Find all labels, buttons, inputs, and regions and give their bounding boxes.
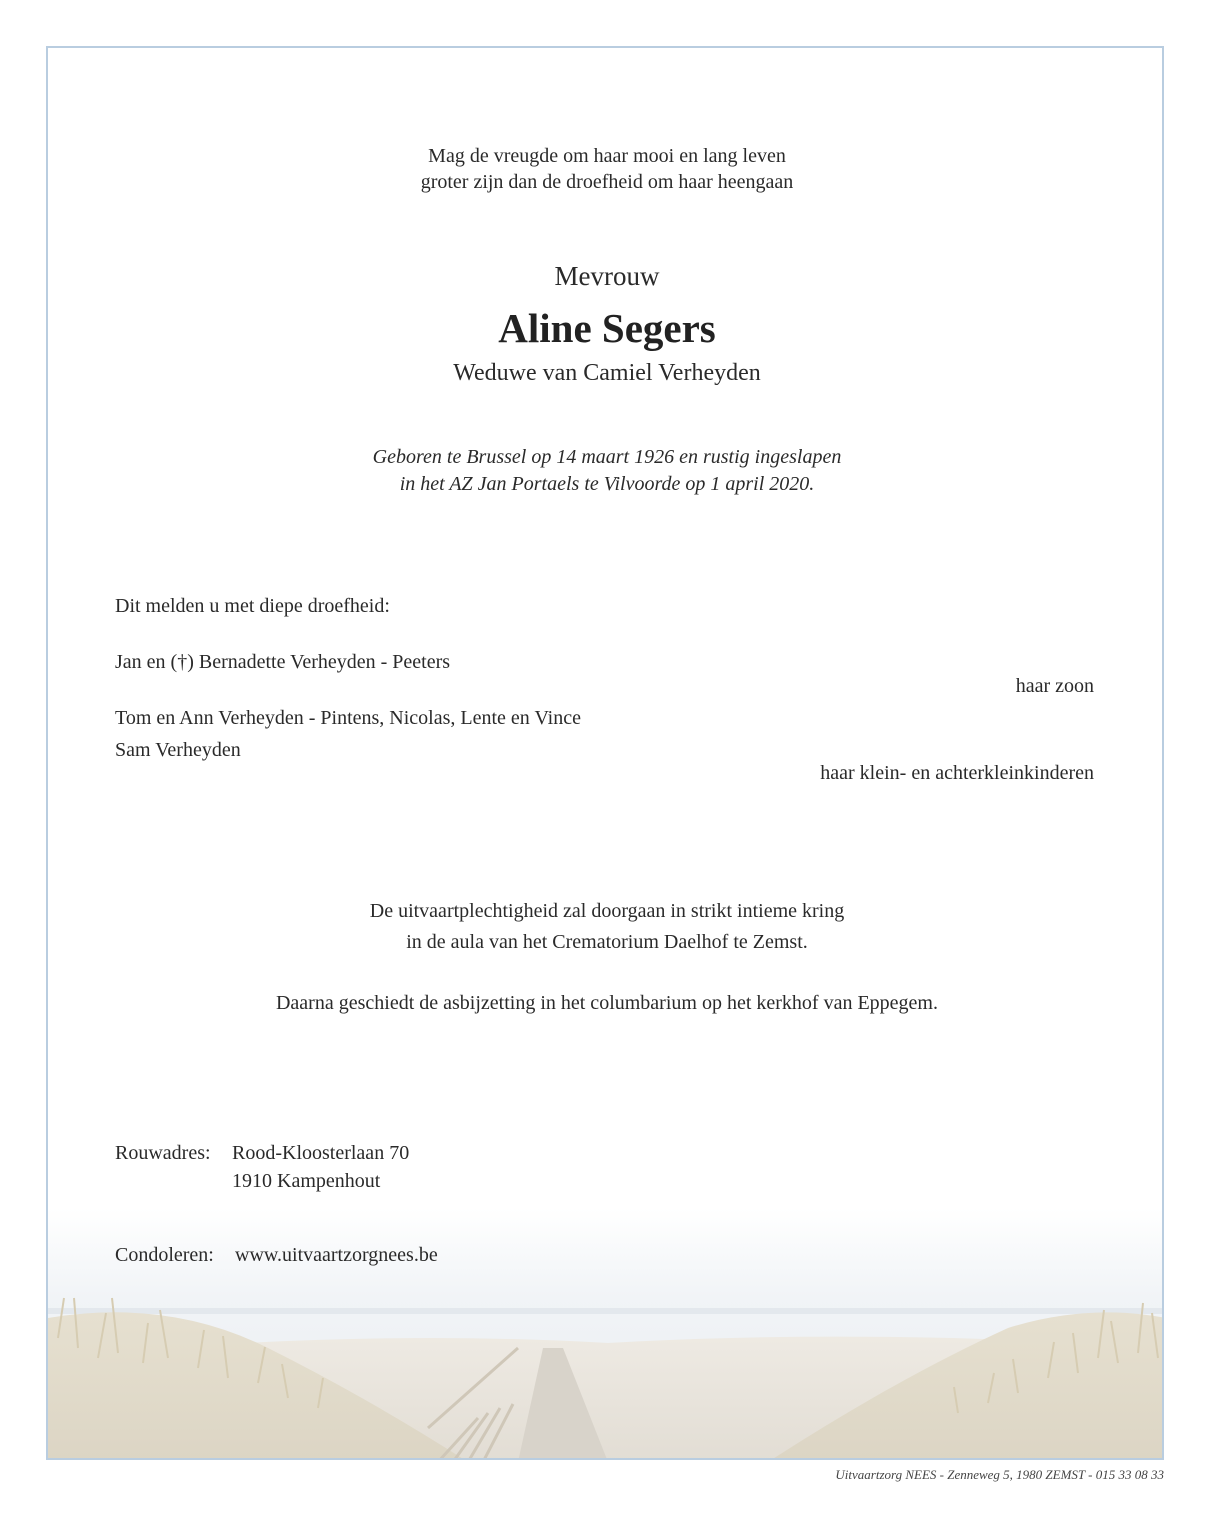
motto-line-2: groter zijn dan de droefheid om haar heengaan bbox=[420, 171, 794, 193]
family-role: haar zoon bbox=[1015, 675, 1094, 697]
condolence-label: Condoleren: bbox=[115, 1244, 214, 1266]
beach-dunes-image bbox=[48, 1208, 1164, 1460]
birth-death-line-2: in het AZ Jan Portaels te Vilvoorde op 1 april 2020. bbox=[399, 473, 815, 495]
family-name: Tom en Ann Verheyden - Pintens, Nicolas, Lente en Vince bbox=[115, 707, 581, 729]
address-label: Rouwadres: bbox=[115, 1142, 211, 1164]
birth-death-line-1: Geboren te Brussel op 14 maart 1926 en rustig ingeslapen bbox=[372, 446, 842, 468]
funeral-home-footer: Uitvaartzorg NEES - Zenneweg 5, 1980 ZEMST - 015 33 08 33 bbox=[835, 1467, 1164, 1482]
family-name: Jan en (†) Bernadette Verheyden - Peeters bbox=[115, 651, 451, 673]
deceased-name: Aline Segers bbox=[498, 305, 716, 351]
obituary-card bbox=[46, 46, 1164, 1460]
announcement-intro: Dit melden u met diepe droefheid: bbox=[115, 595, 390, 617]
address-street: Rood-Kloosterlaan 70 bbox=[232, 1142, 410, 1164]
ceremony-line-2: in de aula van het Crematorium Daelhof te Zemst. bbox=[406, 931, 808, 953]
address-city: 1910 Kampenhout bbox=[232, 1170, 381, 1192]
motto-line-1: Mag de vreugde om haar mooi en lang leven bbox=[428, 145, 786, 167]
ceremony-line-1: De uitvaartplechtigheid zal doorgaan in strikt intieme kring bbox=[369, 900, 845, 922]
family-name: Sam Verheyden bbox=[115, 739, 241, 761]
family-role: haar klein- en achterkleinkinderen bbox=[820, 762, 1094, 784]
salutation: Mevrouw bbox=[554, 261, 660, 291]
relation: Weduwe van Camiel Verheyden bbox=[453, 360, 761, 386]
ceremony-line-3: Daarna geschiedt de asbijzetting in het columbarium op het kerkhof van Eppegem. bbox=[275, 992, 938, 1014]
condolence-link[interactable]: www.uitvaartzorgnees.be bbox=[235, 1244, 438, 1266]
